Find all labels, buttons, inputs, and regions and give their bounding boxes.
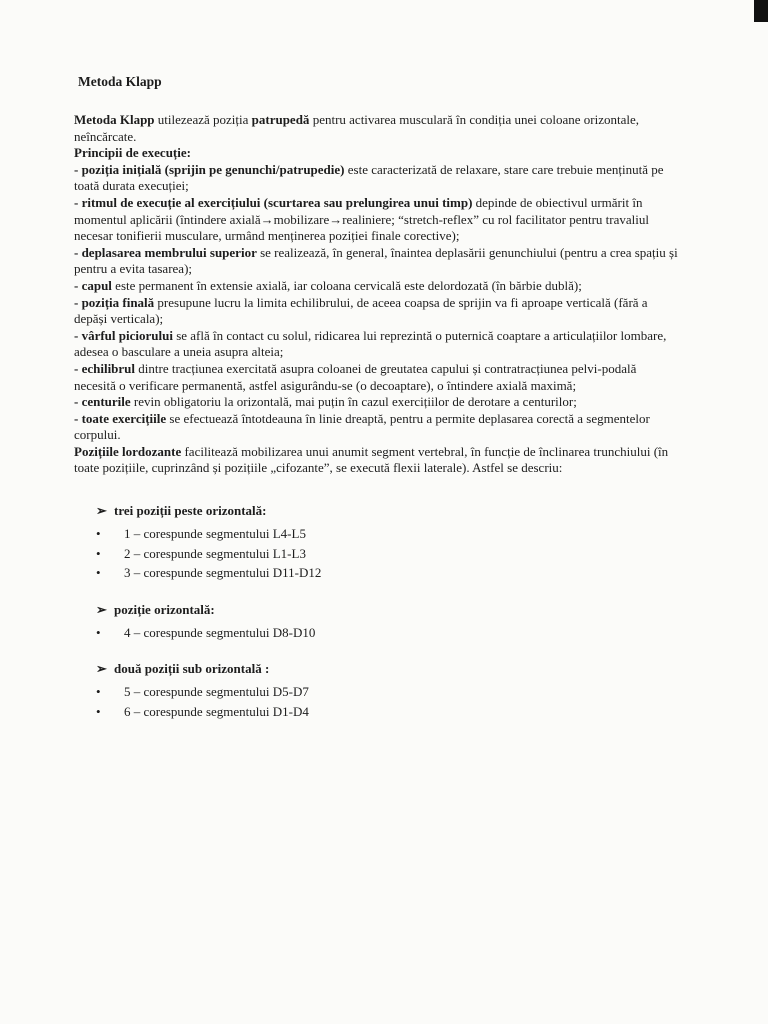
intro-term-2: patrupedă xyxy=(251,112,310,127)
arrow-bullet-icon: ➢ xyxy=(96,601,107,617)
principle-4-term: - capul xyxy=(74,277,112,293)
principle-2 xyxy=(74,195,678,245)
group-title xyxy=(96,601,678,619)
principle-7-text: dintre tracțiunea exercitată asupra coloanei de greutatea capului și contratracțiunea pelvi-podală necesită o verificare permanentă, astfel asigurându-se (o decoaptare), o întindere axială maximă; xyxy=(74,360,637,393)
principle-1-text: este caracterizată de relaxare, stare care trebuie menținută pe toată durata execuției; xyxy=(74,161,664,194)
principle-3-text: se realizează, în general, înaintea deplasării genunchiului (pentru a crea spațiu și pentru a evita tasarea); xyxy=(74,244,678,277)
bullet-icon: • xyxy=(96,624,101,640)
group-title xyxy=(96,660,678,678)
lordotic-text: facilitează mobilizarea unui anumit segment vertebral, în funcție de înclinarea trunchiului (în toate pozițiile, cuprinzând și pozițiile „cifozante”, se execută flexii laterale). Astfel se descriu: xyxy=(74,443,669,476)
document-title: Metoda Klapp xyxy=(78,74,162,89)
list-item-text: 1 – corespunde segmentului L4-L5 xyxy=(124,526,306,542)
principle-6 xyxy=(74,328,678,361)
list-item xyxy=(96,682,678,702)
bullet-icon: • xyxy=(96,684,101,700)
principle-2-text: depinde de obiectivul urmărit în momentul aplicării (întindere axială→mobilizare→realiniere; “stretch-reflex” cu rol facilitator pentru travaliul necesar tonifierii musculare, urmând menținerea poziției finale corective); xyxy=(74,194,649,244)
list-item-text: 4 – corespunde segmentului D8-D10 xyxy=(124,624,316,640)
principles-heading: Principii de execuție: xyxy=(74,145,191,161)
group-title xyxy=(96,502,678,520)
scan-corner-mark xyxy=(754,0,768,22)
principle-4-text: este permanent în extensie axială, iar coloana cervicală este delordozată (în bărbie dublă); xyxy=(111,277,582,293)
intro-term: Metoda Klapp xyxy=(74,112,155,127)
intro-text-2: pentru activarea musculară în condiția unei coloane orizontale, neîncărcate. xyxy=(74,112,639,144)
bullet-icon: • xyxy=(96,703,101,719)
list-item xyxy=(96,563,678,583)
document-page xyxy=(74,74,678,721)
list-item xyxy=(96,623,678,643)
principle-1-term: - poziția inițială (sprijin pe genunchi/patrupedie) xyxy=(74,161,345,177)
principle-5-term: - poziția finală xyxy=(74,294,155,310)
principle-5 xyxy=(74,295,678,328)
principle-8-term: - centurile xyxy=(74,394,131,410)
principle-5-text: presupune lucru la limita echilibrului, de aceea coapsa de sprijin va fi aproape verticală (fără a depăși verticala); xyxy=(74,294,648,327)
principle-7-term: - echilibrul xyxy=(74,360,136,376)
bullet-icon: • xyxy=(96,565,101,581)
principles-list xyxy=(74,162,678,444)
principle-6-text: se află în contact cu solul, ridicarea lui reprezintă o puternică coaptare a articulațiilor lombare, adesea o basculare a uneia asupra alteia; xyxy=(74,327,667,360)
group-below-horizontal xyxy=(74,660,678,721)
bullet-icon: • xyxy=(96,526,101,542)
group-above-horizontal xyxy=(74,502,678,583)
group-title-text: două poziții sub orizontală : xyxy=(114,661,270,677)
principle-8-text: revin obligatoriu la orizontală, mai puțin în cazul exercițiilor de derotare a centurilor; xyxy=(130,394,577,410)
principle-9-text: se efectuează întotdeauna în linie dreaptă, pentru a permite deplasarea corectă a segmentelor corpului. xyxy=(74,410,650,443)
bullet-icon: • xyxy=(96,545,101,561)
list-item-text: 5 – corespunde segmentului D5-D7 xyxy=(124,684,309,700)
principle-9-term: - toate exercițiile xyxy=(74,410,167,426)
group-title-text: poziție orizontală: xyxy=(114,601,215,617)
list-item-text: 3 – corespunde segmentului D11-D12 xyxy=(124,565,322,581)
principle-4 xyxy=(74,278,678,295)
group-horizontal xyxy=(74,601,678,643)
group-title-text: trei poziții peste orizontală: xyxy=(114,503,267,519)
list-item xyxy=(96,702,678,722)
list-item xyxy=(96,544,678,564)
list-item xyxy=(96,524,678,544)
intro-text-1: utilezează poziția xyxy=(154,112,252,127)
principle-2-term: - ritmul de execuție al exercițiului (scurtarea sau prelungirea unui timp) xyxy=(74,194,473,210)
principle-3-term: - deplasarea membrului superior xyxy=(74,244,257,260)
intro-paragraph xyxy=(74,112,678,145)
arrow-bullet-icon: ➢ xyxy=(96,503,107,519)
principle-3 xyxy=(74,245,678,278)
list-item-text: 2 – corespunde segmentului L1-L3 xyxy=(124,545,306,561)
principle-6-term: - vârful piciorului xyxy=(74,327,173,343)
lordotic-paragraph xyxy=(74,444,678,477)
principle-9 xyxy=(74,411,678,444)
principle-7 xyxy=(74,361,678,394)
lordotic-term: Pozițiile lordozante xyxy=(74,443,182,459)
arrow-bullet-icon: ➢ xyxy=(96,661,107,677)
principle-1 xyxy=(74,162,678,195)
principle-8 xyxy=(74,394,678,411)
list-item-text: 6 – corespunde segmentului D1-D4 xyxy=(124,703,309,719)
